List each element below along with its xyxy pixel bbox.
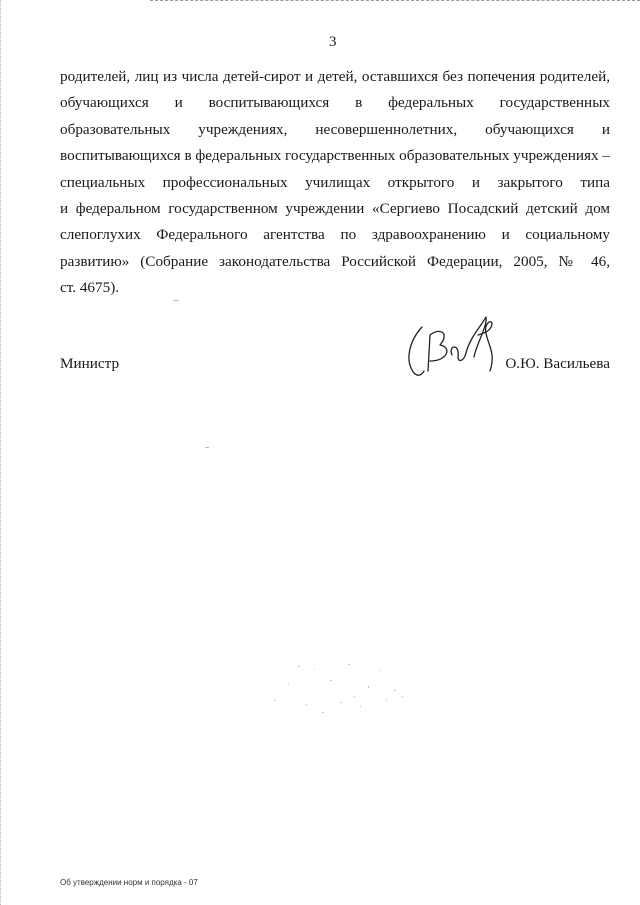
paragraph-line: специальных профессиональных училищах открытого и закрытого типа	[60, 173, 610, 191]
paragraph-line: воспитывающихся в федеральных государственных образовательных учреждениях –	[60, 147, 610, 165]
scan-noise	[268, 660, 408, 720]
body-paragraph	[60, 64, 610, 302]
scan-speck	[205, 447, 209, 448]
paragraph-line: и федеральном государственном учреждении «Сергиево Посадский детский дом	[60, 200, 610, 218]
signature-block	[60, 355, 610, 375]
footer-document-id: Об утверждении норм и порядка - 07	[60, 878, 198, 887]
scan-speck	[173, 300, 179, 301]
signer-role: Министр	[60, 355, 120, 372]
paragraph-line: слепоглухих Федерального агентства по здравоохранению и социальному	[60, 226, 610, 244]
handwritten-signature	[400, 305, 500, 385]
scan-top-edge	[150, 0, 640, 2]
paragraph-line: развитию» (Собрание законодательства Российской Федерации, 2005, № 46,	[60, 252, 610, 270]
page-number: 3	[329, 34, 337, 50]
paragraph-line: обучающихся и воспитывающихся в федеральных государственных	[60, 94, 610, 112]
paragraph-line: образовательных учреждениях, несовершеннолетних, обучающихся и	[60, 120, 610, 138]
scan-left-edge	[0, 0, 3, 905]
signer-name: О.Ю. Васильева	[505, 355, 610, 372]
paragraph-line: ст. 4675).	[60, 279, 120, 297]
paragraph-line: родителей, лиц из числа детей-сирот и детей, оставшихся без попечения родителей,	[60, 68, 610, 85]
